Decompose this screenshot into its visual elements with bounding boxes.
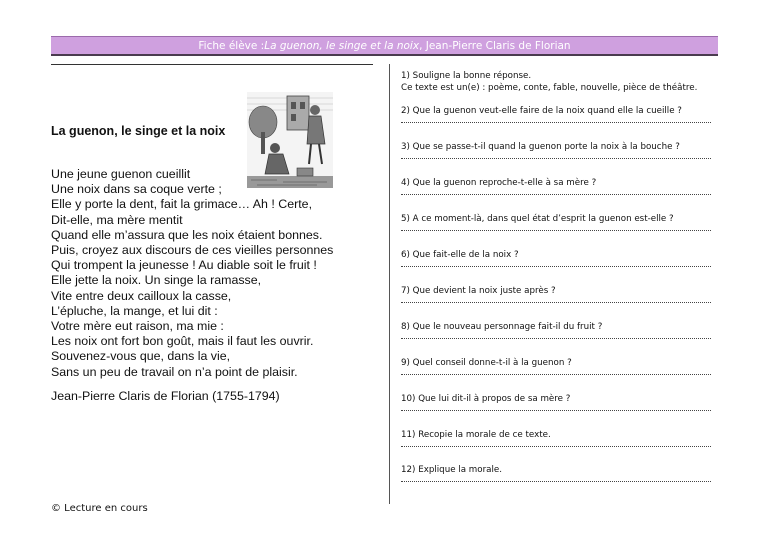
question-text: 3) Que se passe-t-il quand la guenon porte la noix à la bouche ? <box>401 142 680 152</box>
question-item <box>401 286 711 303</box>
copyright-notice: © Lecture en cours <box>51 503 148 514</box>
poem-line: Elle y porte la dent, fait la grimace… Ah ! Certe, <box>51 197 313 212</box>
answer-line[interactable] <box>401 194 711 195</box>
poem-line: Elle jette la noix. Un singe la ramasse, <box>51 273 262 288</box>
question-text: 9) Quel conseil donne-t-il à la guenon ? <box>401 358 572 368</box>
banner-suffix: , Jean-Pierre Claris de Florian <box>419 39 571 52</box>
poem-line: L’épluche, la mange, et lui dit : <box>51 303 218 318</box>
poem-line: Une noix dans sa coque verte ; <box>51 182 222 197</box>
question-item <box>401 322 711 339</box>
poem-line: Vite entre deux cailloux la casse, <box>51 288 232 303</box>
poem-line: Sans un peu de travail on n’a point de plaisir. <box>51 364 298 379</box>
answer-line[interactable] <box>401 158 711 159</box>
answer-line[interactable] <box>401 481 711 482</box>
question-item <box>401 178 711 195</box>
answer-line[interactable] <box>401 410 711 411</box>
question-text: 5) A ce moment-là, dans quel état d’esprit la guenon est-elle ? <box>401 214 674 224</box>
question-item <box>401 214 711 231</box>
poem-line: Les noix ont fort bon goût, mais il faut les ouvrir. <box>51 334 314 349</box>
answer-line[interactable] <box>401 266 711 267</box>
questions-column <box>401 70 711 475</box>
question-text: 8) Que le nouveau personnage fait-il du fruit ? <box>401 322 603 332</box>
poem-title: La guenon, le singe et la noix <box>51 124 226 138</box>
left-top-rule <box>51 64 373 65</box>
poem-text <box>51 167 333 380</box>
column-divider <box>389 64 390 504</box>
answer-line[interactable] <box>401 302 711 303</box>
question-text: 6) Que fait-elle de la noix ? <box>401 250 519 260</box>
poem-line: Quand elle m’assura que les noix étaient bonnes. <box>51 227 323 242</box>
question-1-options: Ce texte est un(e) : poème, conte, fable, nouvelle, pièce de théâtre. <box>401 83 698 93</box>
question-1 <box>401 70 711 94</box>
poem-line: Dit-elle, ma mère mentit <box>51 212 183 227</box>
poem-line: Souvenez-vous que, dans la vie, <box>51 349 231 364</box>
question-item <box>401 106 711 123</box>
question-text: 2) Que la guenon veut-elle faire de la noix quand elle la cueille ? <box>401 106 682 116</box>
question-text: 4) Que la guenon reproche-t-elle à sa mère ? <box>401 178 597 188</box>
question-text: 7) Que devient la noix juste après ? <box>401 286 556 296</box>
poem-author: Jean-Pierre Claris de Florian (1755-1794) <box>51 389 280 403</box>
banner-prefix: Fiche élève : <box>198 39 265 52</box>
question-text: 11) Recopie la morale de ce texte. <box>401 430 551 440</box>
worksheet-banner <box>51 36 718 56</box>
question-item <box>401 358 711 375</box>
question-text: 12) Explique la morale. <box>401 465 502 475</box>
answer-line[interactable] <box>401 374 711 375</box>
poem-line: Une jeune guenon cueillit <box>51 167 191 181</box>
poem-line: Puis, croyez aux discours de ces vieilles personnes <box>51 243 334 258</box>
question-item <box>401 394 711 411</box>
question-text: 10) Que lui dit-il à propos de sa mère ? <box>401 394 571 404</box>
question-item <box>401 430 711 447</box>
answer-line[interactable] <box>401 446 711 447</box>
question-item <box>401 465 711 482</box>
poem-line: Votre mère eut raison, ma mie : <box>51 319 224 334</box>
answer-line[interactable] <box>401 122 711 123</box>
banner-title: La guenon, le singe et la noix <box>264 39 420 52</box>
answer-line[interactable] <box>401 338 711 339</box>
question-1-instruction: 1) Souligne la bonne réponse. <box>401 71 532 81</box>
answer-line[interactable] <box>401 230 711 231</box>
question-item <box>401 250 711 267</box>
question-item <box>401 142 711 159</box>
poem-line: Qui trompent la jeunesse ! Au diable soit le fruit ! <box>51 258 317 273</box>
